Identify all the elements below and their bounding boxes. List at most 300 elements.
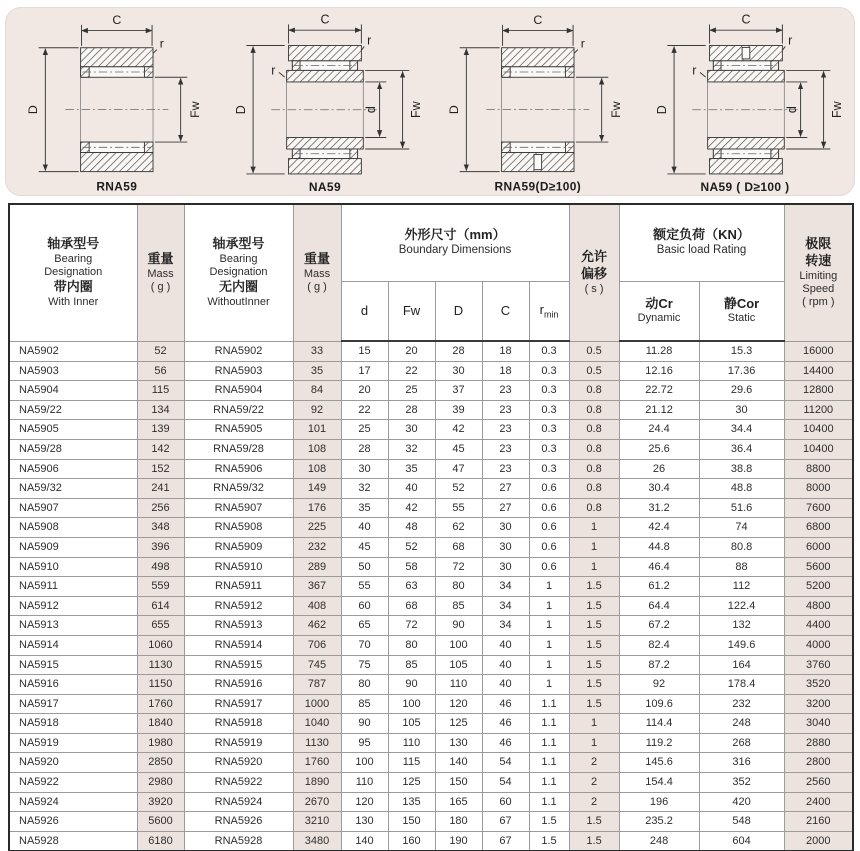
diagram-na59 bbox=[221, 11, 427, 195]
table-cell: 120 bbox=[341, 792, 388, 812]
table-cell: 105 bbox=[435, 655, 482, 675]
dimension-d bbox=[785, 82, 807, 138]
table-row bbox=[9, 675, 853, 695]
table-cell: 20 bbox=[341, 381, 388, 401]
diagram-caption: NA59 ( D≥100 ) bbox=[700, 180, 790, 195]
table-cell: 34 bbox=[482, 577, 529, 597]
table-cell: 28 bbox=[341, 439, 388, 459]
table-cell: 23 bbox=[482, 420, 529, 440]
table-row bbox=[9, 498, 853, 518]
table-cell: 72 bbox=[435, 557, 482, 577]
table-row bbox=[9, 733, 853, 753]
table-cell: 1 bbox=[529, 635, 569, 655]
table-cell: 0.6 bbox=[529, 479, 569, 499]
table-cell: NA5915 bbox=[9, 655, 137, 675]
table-cell: 604 bbox=[699, 831, 784, 851]
table-cell: 1150 bbox=[137, 675, 184, 695]
table-cell: 17.36 bbox=[699, 361, 784, 381]
diagram-caption: RNA59(D≥100) bbox=[494, 179, 582, 194]
header-text: Bearing bbox=[219, 252, 258, 265]
table-cell: 34 bbox=[482, 616, 529, 636]
table-row bbox=[9, 753, 853, 773]
table-cell: 1.1 bbox=[529, 753, 569, 773]
header-text: r bbox=[539, 301, 544, 317]
header-text: 轴承型号 bbox=[47, 235, 100, 251]
table-cell: 3210 bbox=[293, 812, 341, 832]
dim-label-r: r bbox=[366, 33, 372, 48]
table-cell: 32 bbox=[388, 439, 435, 459]
table-row bbox=[9, 557, 853, 577]
table-cell: 110 bbox=[341, 773, 388, 793]
table-cell: 38.8 bbox=[699, 459, 784, 479]
table-cell: NA5922 bbox=[9, 773, 137, 793]
table-cell: 60 bbox=[482, 792, 529, 812]
table-cell: 225 bbox=[293, 518, 341, 538]
table-cell: 46.4 bbox=[619, 557, 699, 577]
header-dynamic-cr bbox=[619, 281, 699, 341]
table-cell: 140 bbox=[341, 831, 388, 851]
table-cell: 0.8 bbox=[569, 381, 619, 401]
table-cell: 30.4 bbox=[619, 479, 699, 499]
table-cell: 14400 bbox=[784, 361, 853, 381]
table-cell: 23 bbox=[482, 400, 529, 420]
table-cell: 614 bbox=[137, 596, 184, 616]
dim-label-D: D bbox=[233, 105, 248, 115]
table-cell: 80 bbox=[388, 635, 435, 655]
table-cell: NA5906 bbox=[9, 459, 137, 479]
table-cell: 25 bbox=[388, 381, 435, 401]
table-cell: 85 bbox=[341, 694, 388, 714]
table-cell: NA5912 bbox=[9, 596, 137, 616]
dim-label-r: r bbox=[787, 33, 792, 48]
table-cell: 248 bbox=[619, 831, 699, 851]
table-cell: 62 bbox=[435, 518, 482, 538]
table-cell: 52 bbox=[137, 341, 184, 361]
table-cell: 68 bbox=[388, 596, 435, 616]
dim-label-D: D bbox=[447, 105, 462, 115]
table-cell: 706 bbox=[293, 635, 341, 655]
table-cell: 4800 bbox=[784, 596, 853, 616]
table-cell: NA5918 bbox=[9, 714, 137, 734]
table-cell: 2670 bbox=[293, 792, 341, 812]
table-cell: 40 bbox=[341, 518, 388, 538]
table-cell: 84 bbox=[293, 381, 341, 401]
table-cell: 63 bbox=[388, 577, 435, 597]
table-cell: 26 bbox=[619, 459, 699, 479]
table-cell: 39 bbox=[435, 400, 482, 420]
table-cell: 100 bbox=[341, 753, 388, 773]
table-cell: 0.3 bbox=[529, 381, 569, 401]
table-cell: 32 bbox=[341, 479, 388, 499]
table-cell: 115 bbox=[388, 753, 435, 773]
table-cell: NA5911 bbox=[9, 577, 137, 597]
table-row bbox=[9, 341, 853, 361]
table-cell: NA5903 bbox=[9, 361, 137, 381]
table-cell: 65 bbox=[341, 616, 388, 636]
table-cell: 0.6 bbox=[529, 498, 569, 518]
table-cell: 5200 bbox=[784, 577, 853, 597]
table-cell: 45 bbox=[435, 439, 482, 459]
table-row bbox=[9, 812, 853, 832]
table-cell: 25.6 bbox=[619, 439, 699, 459]
table-cell: 1.5 bbox=[569, 616, 619, 636]
header-text: Bearing bbox=[54, 252, 93, 265]
dimension-c bbox=[503, 13, 574, 46]
table-cell: 145.6 bbox=[619, 753, 699, 773]
table-cell: 2 bbox=[569, 792, 619, 812]
table-cell: 232 bbox=[293, 537, 341, 557]
table-cell: 2980 bbox=[137, 773, 184, 793]
table-cell: 101 bbox=[293, 420, 341, 440]
table-cell: 498 bbox=[137, 557, 184, 577]
header-text: ( g ) bbox=[150, 281, 171, 294]
table-cell: 6180 bbox=[137, 831, 184, 851]
table-cell: NA5919 bbox=[9, 733, 137, 753]
table-cell: 22 bbox=[388, 361, 435, 381]
table-cell: 0.8 bbox=[569, 479, 619, 499]
table-cell: RNA5913 bbox=[184, 616, 293, 636]
header-text: 额定负荷（KN） bbox=[653, 226, 750, 242]
header-text: Limiting bbox=[799, 269, 838, 282]
table-cell: 11.28 bbox=[619, 341, 699, 361]
table-cell: 1.5 bbox=[569, 694, 619, 714]
table-cell: 40 bbox=[388, 479, 435, 499]
diagram-rna59-d100 bbox=[433, 11, 635, 195]
table-cell: 30 bbox=[482, 518, 529, 538]
table-cell: 119.2 bbox=[619, 733, 699, 753]
table-cell: 110 bbox=[388, 733, 435, 753]
diagram-na59-d100 bbox=[642, 11, 848, 195]
header-text: Fw bbox=[402, 303, 421, 319]
table-cell: 67 bbox=[482, 812, 529, 832]
dim-label-c: C bbox=[741, 12, 751, 27]
header-designation-with-inner bbox=[9, 204, 137, 341]
table-cell: 27 bbox=[482, 479, 529, 499]
table-cell: 75 bbox=[341, 655, 388, 675]
table-cell: 1.5 bbox=[569, 831, 619, 851]
table-cell: 10400 bbox=[784, 439, 853, 459]
table-cell: 1 bbox=[569, 733, 619, 753]
table-cell: 46 bbox=[482, 714, 529, 734]
table-cell: 289 bbox=[293, 557, 341, 577]
table-row bbox=[9, 420, 853, 440]
dim-label-c: C bbox=[320, 12, 330, 27]
bearing-cross-section bbox=[692, 46, 797, 174]
table-cell: 1000 bbox=[293, 694, 341, 714]
table-cell: 1 bbox=[569, 557, 619, 577]
table-cell: NA59/22 bbox=[9, 400, 137, 420]
table-cell: 23 bbox=[482, 439, 529, 459]
table-cell: 2 bbox=[569, 753, 619, 773]
table-cell: 1980 bbox=[137, 733, 184, 753]
table-cell: 24.4 bbox=[619, 420, 699, 440]
table-cell: 108 bbox=[293, 439, 341, 459]
table-cell: 35 bbox=[388, 459, 435, 479]
header-permissible-offset bbox=[569, 204, 619, 341]
table-cell: 85 bbox=[435, 596, 482, 616]
table-cell: NA5913 bbox=[9, 616, 137, 636]
table-cell: 5600 bbox=[784, 557, 853, 577]
table-cell: 462 bbox=[293, 616, 341, 636]
table-cell: 348 bbox=[137, 518, 184, 538]
table-cell: RNA5924 bbox=[184, 792, 293, 812]
table-cell: 2560 bbox=[784, 773, 853, 793]
table-cell: 37 bbox=[435, 381, 482, 401]
table-cell: 1 bbox=[529, 616, 569, 636]
table-row bbox=[9, 694, 853, 714]
diagram-rna59 bbox=[12, 11, 214, 195]
table-cell: 46 bbox=[482, 694, 529, 714]
table-cell: RNA5905 bbox=[184, 420, 293, 440]
dim-label-d: d bbox=[784, 106, 799, 114]
table-cell: 27 bbox=[482, 498, 529, 518]
bearing-cross-section bbox=[487, 48, 590, 172]
table-cell: 46 bbox=[482, 733, 529, 753]
table-cell: 2000 bbox=[784, 831, 853, 851]
header-dim-D bbox=[435, 281, 482, 341]
table-cell: RNA5910 bbox=[184, 557, 293, 577]
table-cell: 1 bbox=[529, 596, 569, 616]
table-cell: 36.4 bbox=[699, 439, 784, 459]
header-text: d bbox=[360, 303, 369, 319]
table-cell: NA5916 bbox=[9, 675, 137, 695]
table-row bbox=[9, 537, 853, 557]
table-cell: 0.3 bbox=[529, 459, 569, 479]
table-cell: 20 bbox=[388, 341, 435, 361]
table-cell: 1.5 bbox=[569, 596, 619, 616]
table-cell: RNA5912 bbox=[184, 596, 293, 616]
table-cell: 0.3 bbox=[529, 439, 569, 459]
table-row bbox=[9, 459, 853, 479]
table-cell: 165 bbox=[435, 792, 482, 812]
table-cell: 408 bbox=[293, 596, 341, 616]
header-text: 带内圈 bbox=[53, 279, 93, 295]
table-body bbox=[9, 341, 853, 851]
table-cell: 56 bbox=[137, 361, 184, 381]
table-cell: 1840 bbox=[137, 714, 184, 734]
header-text: ( s ) bbox=[584, 282, 604, 295]
dimension-d bbox=[364, 82, 386, 138]
table-cell: 3200 bbox=[784, 694, 853, 714]
table-cell: 367 bbox=[293, 577, 341, 597]
table-cell: 248 bbox=[699, 714, 784, 734]
table-cell: 122.4 bbox=[699, 596, 784, 616]
table-cell: 0.3 bbox=[529, 400, 569, 420]
table-cell: RNA5916 bbox=[184, 675, 293, 695]
dim-label-r: r bbox=[160, 36, 165, 51]
header-text: Designation bbox=[44, 266, 103, 279]
table-cell: 125 bbox=[388, 773, 435, 793]
table-cell: 48.8 bbox=[699, 479, 784, 499]
header-text: 重量 bbox=[303, 250, 330, 266]
table-cell: 316 bbox=[699, 753, 784, 773]
table-cell: 25 bbox=[341, 420, 388, 440]
table-cell: 152 bbox=[137, 459, 184, 479]
table-cell: 3480 bbox=[293, 831, 341, 851]
table-cell: 548 bbox=[699, 812, 784, 832]
bearing-cross-section bbox=[271, 46, 376, 174]
table-cell: 1130 bbox=[137, 655, 184, 675]
table-cell: 3920 bbox=[137, 792, 184, 812]
table-cell: 2880 bbox=[784, 733, 853, 753]
table-row bbox=[9, 518, 853, 538]
table-cell: 164 bbox=[699, 655, 784, 675]
table-cell: 52 bbox=[388, 537, 435, 557]
table-cell: RNA5926 bbox=[184, 812, 293, 832]
table-cell: 2 bbox=[569, 773, 619, 793]
table-cell: 34.4 bbox=[699, 420, 784, 440]
table-cell: 11200 bbox=[784, 400, 853, 420]
table-cell: NA5926 bbox=[9, 812, 137, 832]
table-cell: 134 bbox=[137, 400, 184, 420]
header-text: 极限 bbox=[805, 235, 832, 251]
table-cell: 31.2 bbox=[619, 498, 699, 518]
dimension-fw bbox=[155, 77, 202, 142]
table-cell: 396 bbox=[137, 537, 184, 557]
dimension-c bbox=[288, 12, 361, 43]
table-cell: 55 bbox=[341, 577, 388, 597]
table-cell: 40 bbox=[482, 675, 529, 695]
header-text: 无内圈 bbox=[218, 279, 258, 295]
header-text: With Inner bbox=[48, 296, 99, 309]
diagram-caption: RNA59 bbox=[96, 179, 138, 194]
table-cell: NA5908 bbox=[9, 518, 137, 538]
header-text: ( g ) bbox=[307, 281, 327, 294]
table-cell: 559 bbox=[137, 577, 184, 597]
dim-label-c: C bbox=[112, 12, 122, 27]
table-cell: 108 bbox=[293, 459, 341, 479]
table-cell: 74 bbox=[699, 518, 784, 538]
table-cell: 655 bbox=[137, 616, 184, 636]
table-cell: 0.8 bbox=[569, 420, 619, 440]
table-cell: 1.5 bbox=[569, 675, 619, 695]
table-cell: 1.5 bbox=[529, 831, 569, 851]
table-row bbox=[9, 616, 853, 636]
table-cell: RNA5919 bbox=[184, 733, 293, 753]
table-cell: 0.8 bbox=[569, 439, 619, 459]
table-cell: 130 bbox=[435, 733, 482, 753]
table-cell: 95 bbox=[341, 733, 388, 753]
table-row bbox=[9, 655, 853, 675]
table-cell: RNA59/22 bbox=[184, 400, 293, 420]
table-cell: 87.2 bbox=[619, 655, 699, 675]
table-cell: 160 bbox=[388, 831, 435, 851]
table-cell: 5600 bbox=[137, 812, 184, 832]
table-cell: 1.5 bbox=[569, 655, 619, 675]
header-text: ( rpm ) bbox=[802, 296, 835, 309]
table-cell: 420 bbox=[699, 792, 784, 812]
dim-label-fw: Fw bbox=[829, 101, 844, 119]
table-cell: 18 bbox=[482, 361, 529, 381]
table-cell: 190 bbox=[435, 831, 482, 851]
header-mass-with-inner bbox=[137, 204, 184, 341]
table-cell: 0.5 bbox=[569, 361, 619, 381]
table-cell: 15.3 bbox=[699, 341, 784, 361]
table-cell: 23 bbox=[482, 381, 529, 401]
table-row bbox=[9, 400, 853, 420]
header-text: Speed bbox=[802, 282, 835, 295]
table-cell: 110 bbox=[435, 675, 482, 695]
header-text: WithoutInner bbox=[207, 296, 270, 309]
bearing-cross-section bbox=[66, 48, 169, 172]
table-cell: 232 bbox=[699, 694, 784, 714]
table-cell: 48 bbox=[388, 518, 435, 538]
table-cell: 1.1 bbox=[529, 773, 569, 793]
table-row bbox=[9, 831, 853, 851]
table-cell: 92 bbox=[619, 675, 699, 695]
table-cell: 90 bbox=[341, 714, 388, 734]
table-cell: 28 bbox=[388, 400, 435, 420]
table-cell: RNA5909 bbox=[184, 537, 293, 557]
table-cell: 47 bbox=[435, 459, 482, 479]
dimension-c bbox=[709, 12, 782, 43]
table-row bbox=[9, 635, 853, 655]
table-cell: NA5928 bbox=[9, 831, 137, 851]
header-text: Basic load Rating bbox=[656, 244, 747, 257]
table-cell: RNA5918 bbox=[184, 714, 293, 734]
table-cell: 1 bbox=[569, 537, 619, 557]
table-cell: 30 bbox=[435, 361, 482, 381]
table-cell: 52 bbox=[435, 479, 482, 499]
table-cell: NA5902 bbox=[9, 341, 137, 361]
table-cell: 16000 bbox=[784, 341, 853, 361]
table-cell: 100 bbox=[388, 694, 435, 714]
diagram-caption: NA59 bbox=[308, 180, 341, 195]
dimension-fw bbox=[576, 77, 623, 142]
table-cell: 6800 bbox=[784, 518, 853, 538]
table-cell: 4000 bbox=[784, 635, 853, 655]
table-cell: 3040 bbox=[784, 714, 853, 734]
table-cell: 61.2 bbox=[619, 577, 699, 597]
header-text: Mass bbox=[303, 267, 331, 280]
table-cell: 1.1 bbox=[529, 792, 569, 812]
table-cell: RNA5903 bbox=[184, 361, 293, 381]
table-cell: 1.1 bbox=[529, 733, 569, 753]
table-cell: 1 bbox=[529, 577, 569, 597]
header-text: 重量 bbox=[147, 250, 174, 266]
table-cell: 787 bbox=[293, 675, 341, 695]
table-cell: 80.8 bbox=[699, 537, 784, 557]
table-cell: 149.6 bbox=[699, 635, 784, 655]
table-cell: 40 bbox=[482, 655, 529, 675]
table-cell: NA59/28 bbox=[9, 439, 137, 459]
table-cell: 50 bbox=[341, 557, 388, 577]
table-cell: 55 bbox=[435, 498, 482, 518]
dim-label-fw: Fw bbox=[188, 101, 203, 118]
table-cell: 745 bbox=[293, 655, 341, 675]
header-dim-fw bbox=[388, 281, 435, 341]
table-cell: 130 bbox=[341, 812, 388, 832]
table-cell: 60 bbox=[341, 596, 388, 616]
dimension-c bbox=[82, 13, 153, 46]
table-cell: 115 bbox=[137, 381, 184, 401]
table-cell: NA5917 bbox=[9, 694, 137, 714]
header-text-sub: min bbox=[543, 309, 559, 320]
table-cell: RNA5915 bbox=[184, 655, 293, 675]
table-cell: 139 bbox=[137, 420, 184, 440]
table-cell: 30 bbox=[482, 557, 529, 577]
table-cell: 30 bbox=[341, 459, 388, 479]
table-cell: RNA5922 bbox=[184, 773, 293, 793]
table-cell: 29.6 bbox=[699, 381, 784, 401]
table-cell: RNA5911 bbox=[184, 577, 293, 597]
table-row bbox=[9, 792, 853, 812]
bearing-spec-table bbox=[8, 203, 854, 851]
table-cell: 154.4 bbox=[619, 773, 699, 793]
table-cell: 40 bbox=[482, 635, 529, 655]
table-cell: 54 bbox=[482, 773, 529, 793]
table-cell: 3760 bbox=[784, 655, 853, 675]
